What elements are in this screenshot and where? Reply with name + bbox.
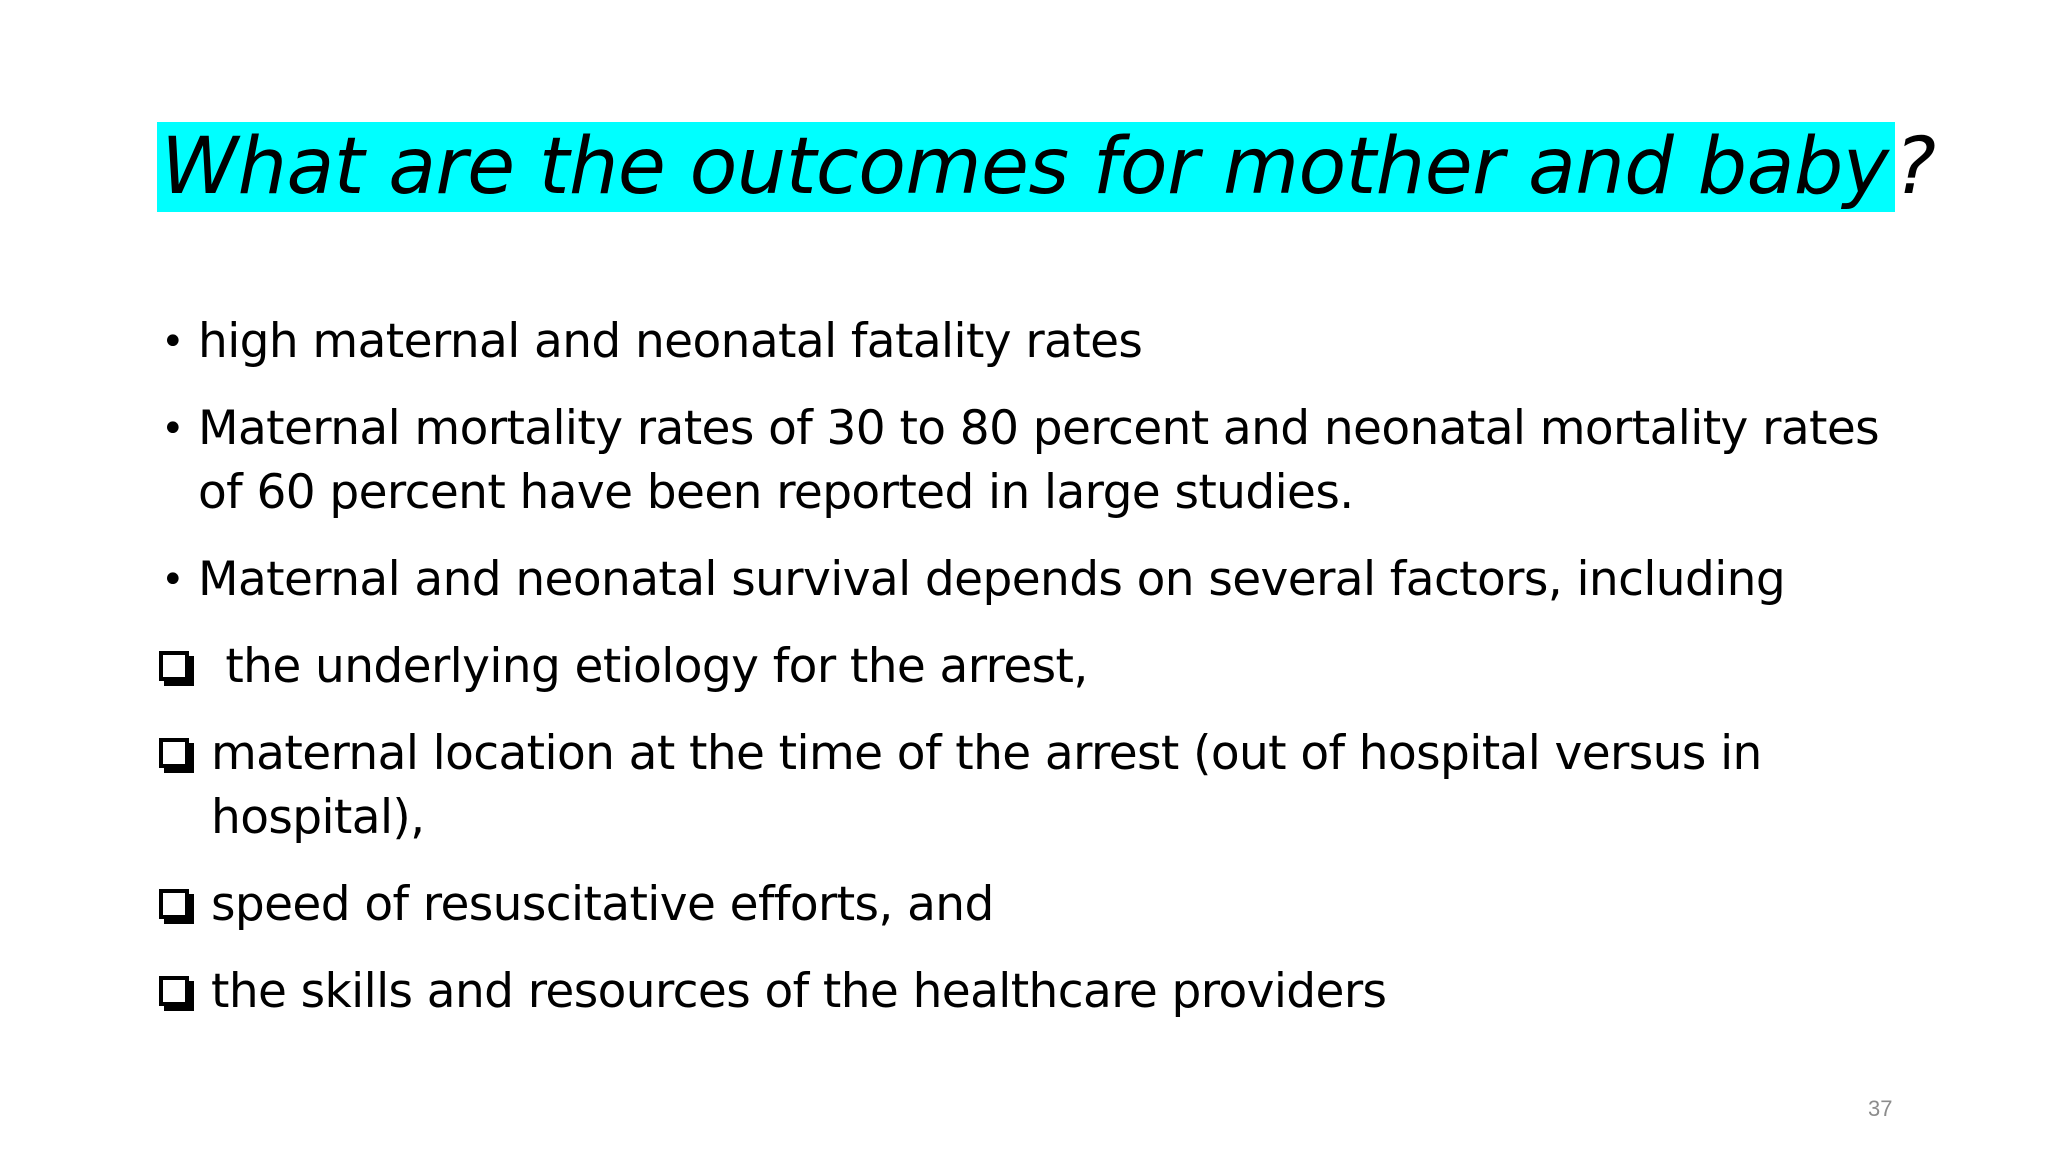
- bullet-list: [157, 310, 1917, 1047]
- list-item-text: maternal location at the time of the arrest (out of hospital versus in hospital),: [211, 726, 1762, 845]
- list-item-text: Maternal mortality rates of 30 to 80 percent and neonatal mortality rates of 60 percent have been reported in large studies.: [198, 401, 1880, 520]
- list-item-text: speed of resuscitative efforts, and: [211, 877, 994, 932]
- bullet-marker: •: [161, 557, 184, 603]
- list-item: [157, 310, 1917, 374]
- list-item: [157, 873, 1917, 937]
- list-item-text: the skills and resources of the healthcare providers: [211, 964, 1387, 1019]
- list-item: [157, 397, 1917, 525]
- page-number: 37: [1868, 1096, 1893, 1121]
- title-highlighted-text: What are the outcomes for mother and baby: [157, 122, 1895, 212]
- list-item-text: the underlying etiology for the arrest,: [211, 639, 1088, 694]
- title-suffix: ?: [1894, 122, 1936, 212]
- list-item-text: high maternal and neonatal fatality rates: [198, 314, 1143, 369]
- list-item: [157, 548, 1917, 612]
- list-item: [157, 960, 1917, 1024]
- list-item: [157, 722, 1917, 850]
- bullet-marker: •: [161, 319, 184, 365]
- bullet-marker: •: [161, 406, 184, 452]
- list-item: [157, 635, 1917, 699]
- slide-title: [157, 108, 1935, 226]
- list-item-text: Maternal and neonatal survival depends on several factors, including: [198, 552, 1786, 607]
